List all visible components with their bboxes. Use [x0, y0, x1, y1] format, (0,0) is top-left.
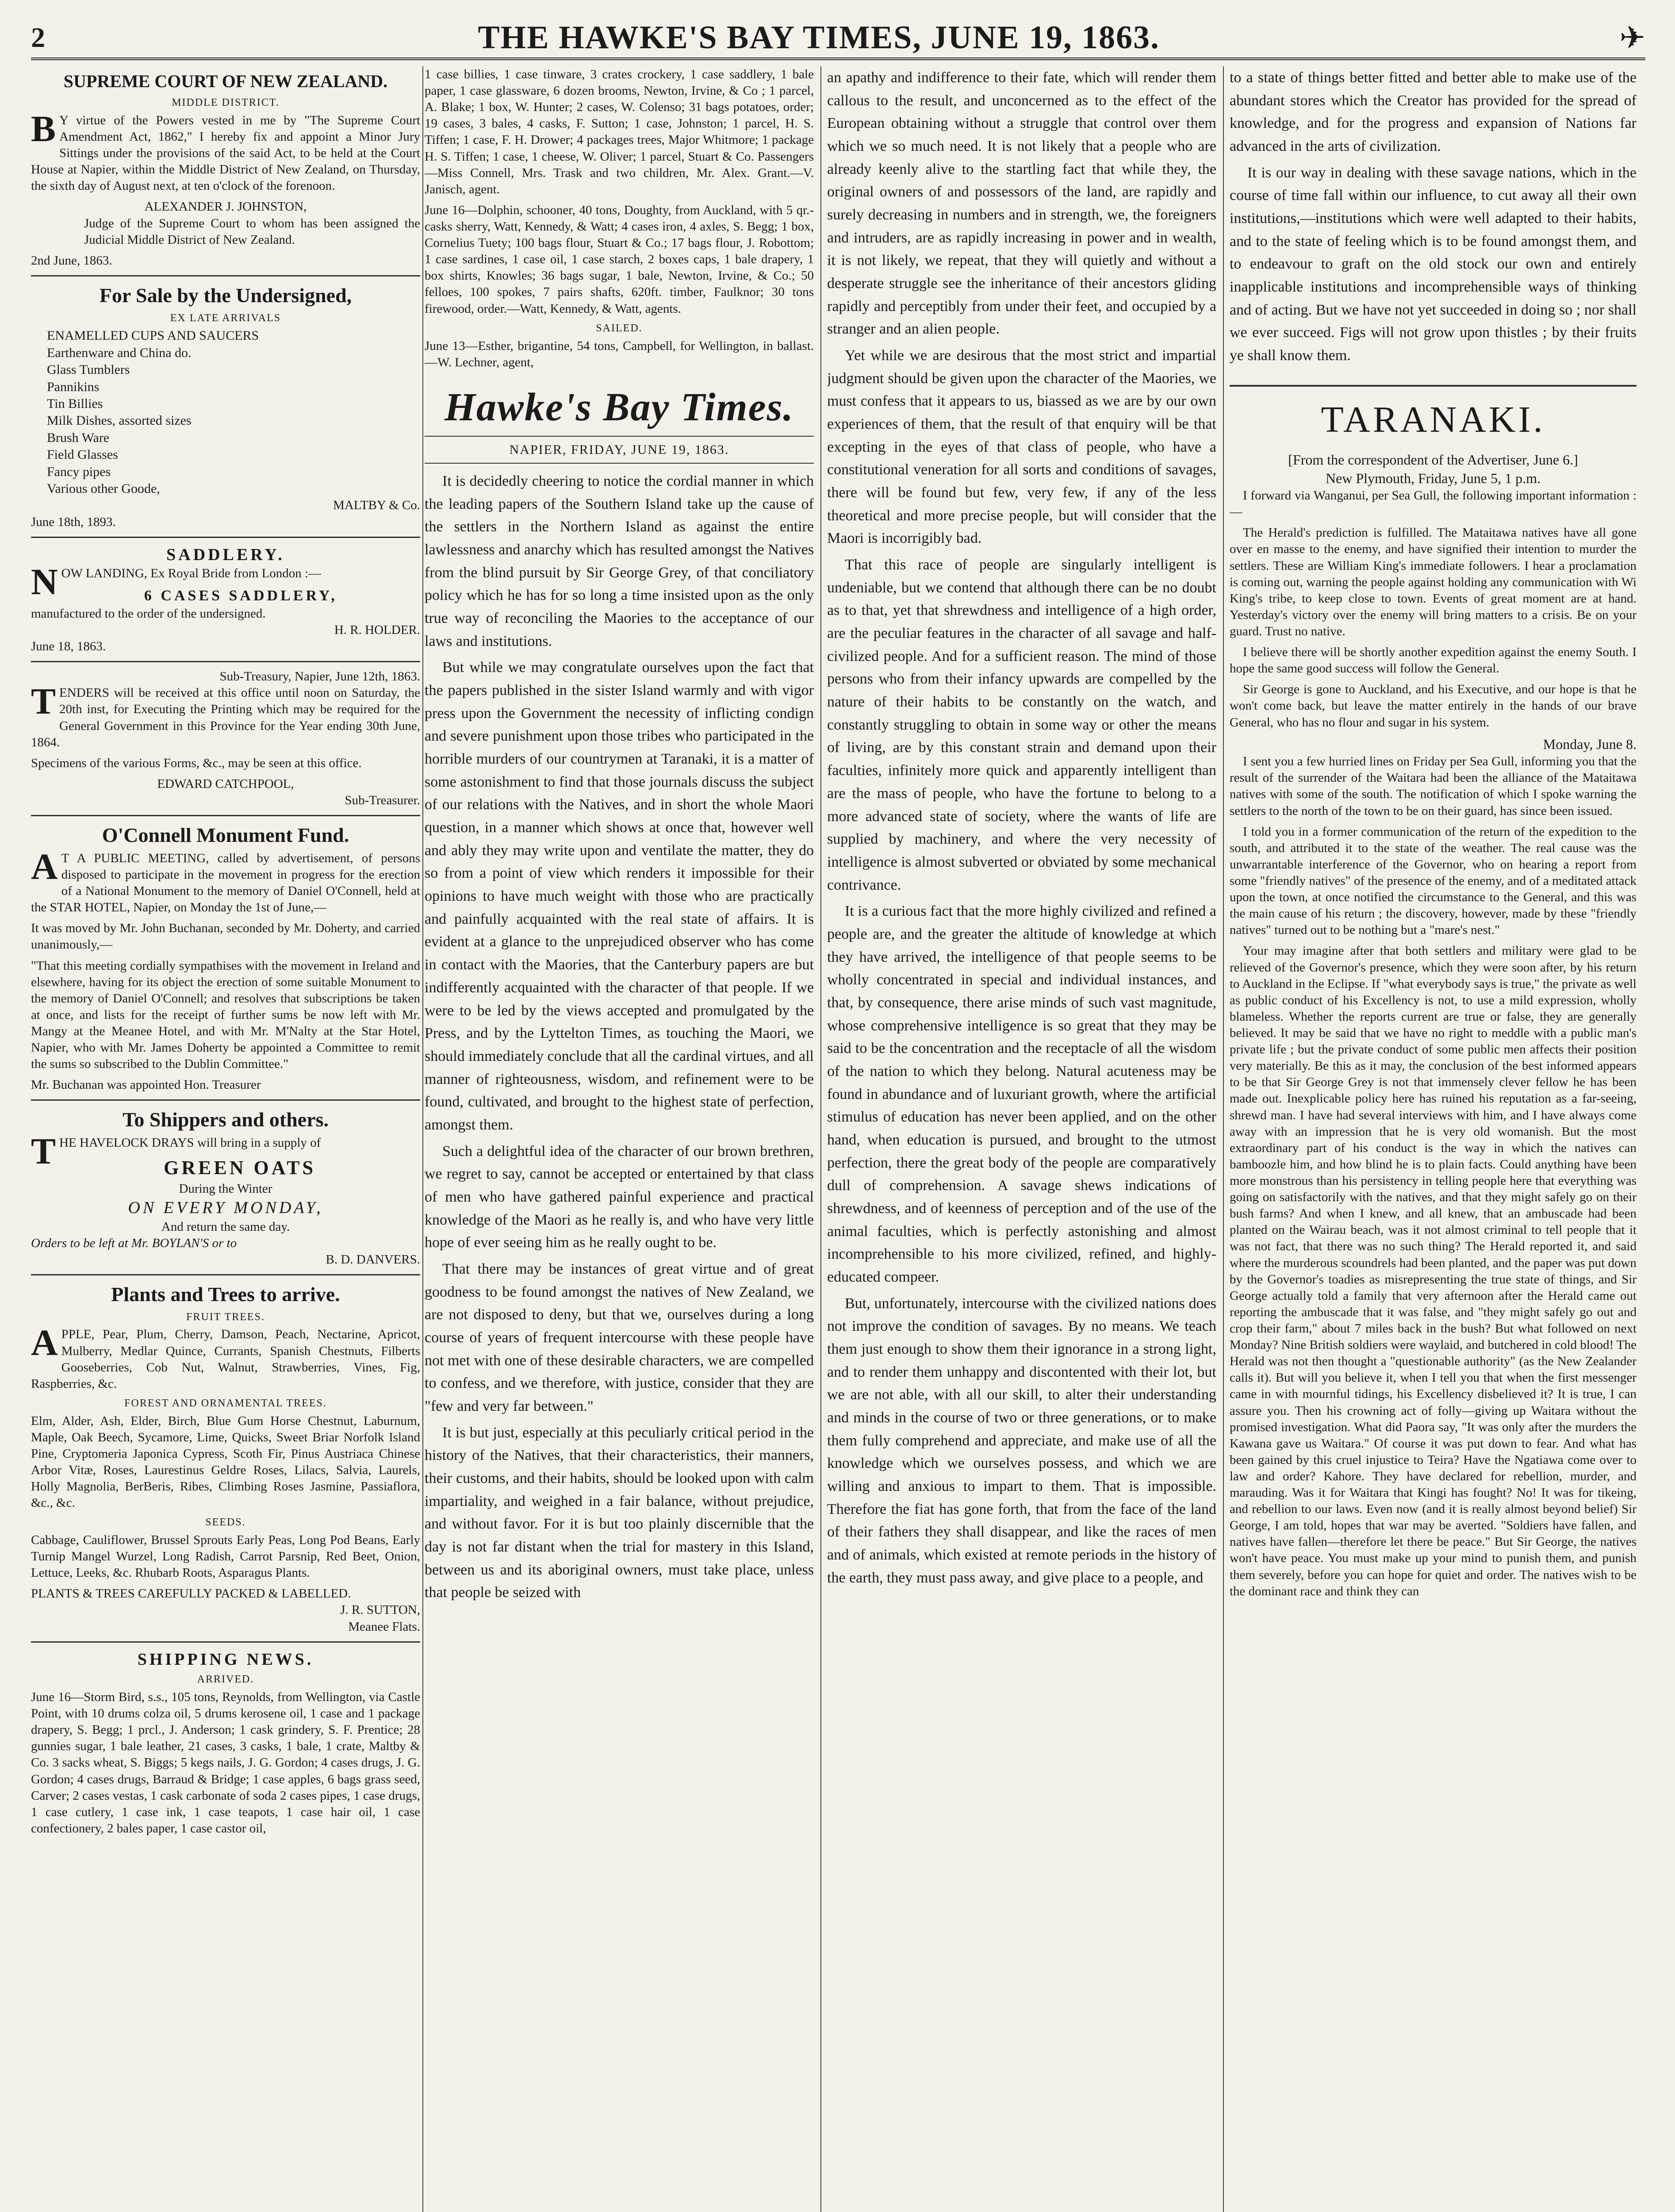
- court-notice-signature: ALEXANDER J. JOHNSTON,: [144, 200, 307, 214]
- shipping-arrived: ARRIVED.: [197, 1674, 254, 1686]
- sailed-text: June 13—Esther, brigantine, 54 tons, Campbell, for Wellington, in ballast.—W. Lechner, agent,: [425, 338, 814, 369]
- paragraph: Yet while we are desirous that the most strict and impartial judgment should be given upon the character of the Maories, we must confess that it appears to us, biassed as we are by our own experiences of them, that the result of that enquiry will be that excepting in the eyes of that class of people, who have a constitutional veneration for all sorts and conditions of savages, there will be found but few, very few, if any of the less theoretical and more precise people, but will consider that the Maori is incorrigibly bad.: [827, 347, 1216, 547]
- saddlery-title: SADDLERY.: [166, 545, 285, 564]
- sale-items: [31, 327, 420, 497]
- paragraph: I told you in a former communication of the return of the expedition to the south, and attributed it to the state of the weather. The real cause was the unwarrantable interference of the Governor, who on hearing a report from some "friendly natives" of the presence of the enemy, and of a meditated attack upon the town, at once notified the circumstance to the General, and this was the main cause of his return ; the discovery, however, made by these "friendly natives" turned out to be nothing but a "mare's nest.": [1230, 824, 1637, 937]
- dolphin-text: June 16—Dolphin, schooner, 40 tons, Doughty, from Auckland, with 5 qr.-casks sherry, Watt, Kennedy, & Watt; 4 cases iron, 4 axles, S. Begg; 1 box, Cornelius Tuety; 100 bags flour, Stuart & Co.; 17 bags flour, J. Robottom; 1 case sardines, 1 case oil, 1 case starch, 2 boxes caps, 1 bale drapery, 1 box shirts, Knowles; 36 bags sugar, 1 bale, Newton, Irvine, & Co.; 50 felloes, 100 spokes, 7 pairs shafts, 620ft. timber, Faulknor; 30 tons firewood, order.—Watt, Kennedy, & Watt, agents.: [425, 203, 814, 316]
- paragraph: I sent you a few hurried lines on Friday per Sea Gull, informing you that the result of the surrender of the Waitara had been the alliance of the Mataitawa natives with some of the south. The notification of which I spoke warning the settlers to the north of the town to be on their guard, has since been issued.: [1230, 754, 1637, 818]
- paragraph: That this race of people are singularly intelligent is undeniable, but we contend that although there can be no doubt as to that, yet that shrewdness and intelligence of a high order, are the peculiar features in the character of all savage and half-civilized people. And for a sufficient reason. The mind of those persons who from their infancy upwards are compelled by the nature of their habits to be constantly on the watch, and constantly struggling to obtain in some way or other the means of living, are by this constant strain and demand upon their faculties, infinitely more quick and apparently intelligent than are the mass of people, who have the fortune to belong to a more advanced state of society, where the wants of life are supplied by machinery, and where the very necessity of intelligence is almost subverted or obviated by some mechanical contrivance.: [827, 557, 1216, 893]
- list-item: Glass Tumblers: [47, 362, 130, 377]
- paragraph: to a state of things better fitted and better able to make use of the abundant stores which the Creator has provided for the spread of knowledge, and for the progress and expansion of Nations far advanced in the arts of civilization.: [1230, 69, 1637, 155]
- list-item: Tin Billies: [47, 396, 103, 411]
- paragraph: It is but just, especially at this peculiarly critical period in the history of the Natives, that their characteristics, their manners, their customs, and their habits, should be looked upon with calm impartiality, and weighed in a fair balance, without prejudice, and without favor. For it is but too plainly discernible that the day is not far distant when the trial for mastery in this Island, between us and its aboriginal owners, must take place, unless that people be seized with: [425, 1424, 814, 1601]
- court-notice-role: Judge of the Supreme Court to whom has been assigned the Judicial Middle District of New Zealand.: [84, 216, 420, 247]
- paragraph: But while we may congratulate ourselves upon the fact that the papers published in the sister Island warmly and with vigor press upon the Government the necessity of inflicting condign and severe punishment upon those tribes who participated in the horrible murders of our countrymen at Taranaki, it is a matter of some astonishment to find that those journals discuss the subject of our relations with the Natives, and in short the whole Maori question, in a manner which shows at once that, however well and ably they may write upon and ventilate the matter, they do so from a point of view which renders it impossible for their opinions to have much weight with those who are practically and painfully acquainted with the real state of affairs. It is evident at a glance to the unprejudiced observer who has come in contact with the Maories, that the Canterbury papers are but indifferently acquainted with the character of that people. If we were to be led by the views accepted and promulgated by the Press, and by the Lyttelton Times, as touching the Maori, we should immediately conclude that all the cardinal virtues, and all manner of righteousness, wisdom, and refinement were to be found, cultivated, and brought to the highest state of perfection, amongst them.: [425, 659, 814, 1133]
- oconnell-text-2: It was moved by Mr. John Buchanan, seconded by Mr. Doherty, and carried unanimously,—: [31, 921, 420, 952]
- paragraph: Such a delightful idea of the character of our brown brethren, we regret to say, cannot be accepted or entertained by that class of men who have gathered painful experience and practical knowledge of the Maori as he really is, and who have very little hope of ever seeing him as he really ought to be.: [425, 1143, 814, 1251]
- shipping-text: June 16—Storm Bird, s.s., 105 tons, Reynolds, from Wellington, via Castle Point, with 10 drums colza oil, 5 drums kerosene oil, 1 case and 1 package drapery, S. Begg; 1 prcl., J. Anderson; 1 cask grindery, S. F. Prentice; 28 gunnies sugar, 1 bale leather, 21 cases, 3 casks, 1 bale, 1 crate, Maltby & Co. 3 sacks wheat, S. Biggs; 5 kegs nails, J. G. Gordon; 4 cases drugs, J. G. Gordon; 4 cases drugs, Barraud & Bridge; 1 case apples, 6 bags grass seed, Carver; 2 cases vestas, 1 cask carbonate of soda 2 cases pipes, 1 case drugs, 1 case cutlery, 1 case ink, 1 case teapots, 1 case hair oil, 1 case confectionery, 2 bales paper, 1 case castor oil,: [31, 1690, 420, 1836]
- list-item: Pannikins: [47, 379, 100, 394]
- plants-place: Meanee Flats.: [348, 1619, 420, 1634]
- oconnell-text-4: Mr. Buchanan was appointed Hon. Treasurer: [31, 1078, 261, 1092]
- plants-title: Plants and Trees to arrive.: [111, 1283, 340, 1306]
- divider: [31, 661, 420, 662]
- editorial-body: [1230, 66, 1637, 367]
- treasury-text-2: Specimens of the various Forms, &c., may be seen at this office.: [31, 756, 362, 770]
- list-item: Fancy pipes: [47, 464, 111, 479]
- paragraph: It is decidedly cheering to notice the cordial manner in which the leading papers of the Southern Island take up the cause of the settlers in the Northern Island as against the entire lawlessness and anarchy which has resulted amongst the Natives from the blind pursuit by Sir George Grey, of that conciliatory policy which he has for so long a time insisted upon as the only true way of reconciling the Maories to the acceptance of our laws and institutions.: [425, 473, 814, 649]
- plants-note: PLANTS & TREES CAREFULLY PACKED & LABELLED.: [31, 1586, 351, 1601]
- divider: [31, 537, 420, 538]
- shippers-return: And return the same day.: [161, 1219, 290, 1234]
- list-item: Earthenware and China do.: [47, 345, 192, 360]
- shippers-orders: Orders to be left at Mr. BOYLAN'S or to: [31, 1236, 237, 1250]
- list-item: ENAMELLED CUPS AND SAUCERS: [47, 328, 259, 343]
- editorial-body: [425, 470, 814, 1604]
- editorial-body: [827, 66, 1216, 1589]
- sailed-heading: SAILED.: [596, 322, 643, 334]
- ornament-icon: ✈: [1619, 21, 1645, 55]
- taranaki-place: New Plymouth, Friday, June 5, 1 p.m.: [1326, 470, 1541, 486]
- list-item: Brush Ware: [47, 430, 110, 445]
- paragraph: That there may be instances of great virtue and of great goodness to be found amongst the natives of New Zealand, we are not disposed to deny, but that we, ourselves during a long course of years of frequent intercourse with these people have not met with one of these desirable characters, we are compelled to confess, and we therefore, with justice, consider that they are "few and very far between.": [425, 1260, 814, 1414]
- seeds-text: Cabbage, Cauliflower, Brussel Sprouts Early Peas, Long Pod Beans, Early Turnip Mangel Wurzel, Long Radish, Carrot Parsnip, Red Beet, Onion, Lettuce, Leeks, &c. Rhubarb Roots, Asparagus Plants.: [31, 1532, 420, 1580]
- column-rule: [1223, 66, 1224, 2212]
- monday-body: [1230, 753, 1637, 1600]
- paragraph: I believe there will be shortly another expedition against the enemy South. I hope the same good success will follow the General.: [1230, 645, 1637, 676]
- shippers-day: ON EVERY MONDAY,: [128, 1198, 323, 1217]
- shipping-title: SHIPPING NEWS.: [137, 1650, 314, 1669]
- court-notice-text: BY virtue of the Powers vested in me by "The Supreme Court Amendment Act, 1862," I hereby fix and appoint a Minor Jury Sittings under the provisions of the said Act, to be held at the Court House at Napier, within the Middle District of New Zealand, on Thursday, the sixth day of August next, at ten o'clock of the forenoon.: [31, 108, 420, 193]
- sale-subtitle: EX LATE ARRIVALS: [170, 312, 281, 324]
- shippers-signature: B. D. DANVERS.: [326, 1252, 420, 1267]
- paragraph: Your may imagine after that both settlers and military were glad to be relieved of the Governor's presence, which they were soon after, by his return to Auckland in the Eclipse. If "what everybody says is true," the private as well as public conduct of his Excellency is not, to use a mild expression, wholly blameless. Whether the reports current are true or false, they are generally believed. It may be said that we have no right to meddle with a public man's private life ; but the private conduct of some public men affects their position very materially. Be this as it may, the conclusion of the best informed appears to be that Sir George Grey is not that immensely clever fellow he has been made out. Inexplicable policy here has ruined his reputation as a far-seeing, shrewd man. I have had several interviews with him, and I have always come away with an impression that he is very old womanish. But the most extraordinary part of his conduct is the way in which the natives can bamboozle him, and how blind he is to plain facts. Could anything have been more monstrous than his persistency in telling people here that everything was going on satisfactorily with the natives, and that they might safely go on their bush farms? And when I knew, and all knew, that an ambuscade had been planted on the Wairau beach, was it not almost criminal to tell people that it was not fact, that there was no such thing? The Herald reported it, and said where the murderous scoundrels had been planted, and the paper was put down by the Governor's toadies as misrepresenting the true state of things, and Sir George actually told a family that very afternoon after the Herald came out reporting the ambuscade that it was false, and "they might safely go out and crop their farm," about 7 miles back in the bush? But what followed on next Monday? Nine British soldiers were waylaid, and butchered in cold blood! The Herald was not then thought a "questionable authority" (as the New Zealander calls it). But will you believe it, when I tell you that when the first messenger came in with mournful tidings, his Excellency disbelieved it? It is true, I can assure you. Then his crowning act of folly—giving up Waitara without the promised investigation. What did Paora say, "It was only after the murders the Kawana gave us Waitara." Of course it was put down to fear. And what has been gained by this cruel injustice to Teira? Have the Ngatiawa come over to law and order? Kahore. They have declared for rebellion, murder, and marauding. Was it for Waitara that Kingi has fought? No! It was for tikeing, and rebellion to our laws. Even now (and it is really almost beyond belief) Sir George, I am told, hopes that war may be averted. "Soldiers have fallen, and natives have fallen—therefore let there be peace." But Sir George, the natives won't have peace. You must make up your mind to punish them, and punish them severely, before you can hope for quiet and order. The natives wish to be the dominant race and think they can: [1230, 944, 1637, 1598]
- divider: [31, 1641, 420, 1643]
- paragraph: It is our way in dealing with these savage nations, which in the course of time fall within our influence, to cut away all their own institutions,—institutions which were well adapted to their habits, and to the state of feeling which is to be found amongst them, and to endeavour to graft on the old stock our own and entirely inapplicable institutions and incomprehensible ways of thinking and of acting. But we have not yet succeeded in doing so ; nor shall we ever succeed. Figs will not grow upon thistles ; by their fruits ye shall know them.: [1230, 164, 1637, 364]
- taranaki-intro: [From the correspondent of the Advertiser, June 6.]: [1288, 451, 1578, 468]
- divider: [31, 275, 420, 276]
- saddlery-date: June 18, 1863.: [31, 639, 106, 654]
- paragraph: Sir George is gone to Auckland, and his Executive, and our hope is that he won't come back, but leave the matter entirely in the hands of our brave General, who has no flour and sugar in his system.: [1230, 682, 1637, 730]
- court-notice-title: SUPREME COURT OF NEW ZEALAND.: [63, 71, 388, 91]
- cargo-text: 1 case billies, 1 case tinware, 3 crates crockery, 1 case saddlery, 1 bale paper, 1 case glassware, 6 dozen brooms, Newton, Irvine, & Co ; 1 parcel, A. Blake; 1 box, W. Hunter; 2 cases, W. Colenso; 31 bags potatoes, order; 19 cases, 3 bales, 4 casks, F. Sutton; 1 case, Johnston; 1 parcel, H. S. Tiffen; 1 case, F. H. Drower; 4 packages trees, Major Whitmore; 1 package H. S. Tiffen; 1 case, 1 cheese, W. Oliver; 1 parcel, Stuart & Co. Passengers—Miss Connell, Mrs. Trask and two children, Mr. Alex. Grant.—V. Janisch, agent.: [425, 67, 814, 196]
- list-item: Field Glasses: [47, 447, 118, 462]
- oconnell-text-3: "That this meeting cordially sympathises with the movement in Ireland and elsewhere, having for its object the erection of some suitable Monument to the memory of Daniel O'Connell; and resolves that subscriptions be taken at once, and lists for the receipt of further sums be now left with Mr. Mangy at the Meanee Hotel, and with Mr. M'Nalty at the Star Hotel, Napier, who with Mr. James Doherty be appointed a Committee to remit the sums so subscribed to the Dublin Committee.": [31, 958, 420, 1071]
- newspaper-masthead: Hawke's Bay Times.: [444, 385, 794, 430]
- list-item: Various other Goode,: [47, 481, 160, 496]
- taranaki-body: [1230, 488, 1637, 731]
- court-notice-date: 2nd June, 1863.: [31, 253, 112, 268]
- treasury-role: Sub-Treasurer.: [345, 793, 420, 807]
- oconnell-text-1: AT A PUBLIC MEETING, called by advertisement, of persons disposed to participate in the movement in progress for the erection of a National Monument to the memory of Daniel O'Connell, held at the STAR HOTEL, Napier, on Monday the 1st of June,—: [31, 846, 420, 915]
- divider: [31, 1274, 420, 1275]
- column-rule: [820, 66, 821, 2212]
- shippers-title: To Shippers and others.: [122, 1108, 329, 1131]
- paragraph: The Herald's prediction is fulfilled. The Mataitawa natives have all gone over en masse to the enemy, and have signified their intention to murder the settlers. These are William King's immediate followers. I hear a proclamation is coming out, warning the people against holding any communication with Wi King's tribe, to keep close to town. Events of great moment are at hand. Yesterday's victory over the enemy will bring matters to a crisis. Be on your guard. Trust no native.: [1230, 526, 1637, 638]
- saddlery-text: NOW LANDING, Ex Royal Bride from London :—: [31, 561, 322, 603]
- paragraph: It is a curious fact that the more highly civilized and refined a people are, and the greater the altitude of knowledge at which they have arrived, the intelligence of that people seems to be wholly concentrated in special and individual instances, and that, by consequence, there arise minds of such vast magnitude, whose comprehensive intelligence is so great that they may be said to be the concentration and the receptacle of all the wisdom of the nation to which they belong. Natural acuteness may be found in abundance and of luxuriant growth, where the artificial stimulus of education has never been applied, and on the other hand, when education is pursued, and brought to the utmost perfection, there the great body of the people are comparatively dull of comprehension. A savage shews indications of shrewdness, and of keenness of perception and of the use of the animal faculties, which is perfectly astonishing and almost incomprehensible to his more civilized, refined, and highly-educated compeer.: [827, 903, 1216, 1285]
- monday-dateline: Monday, June 8.: [1543, 736, 1637, 752]
- divider: [31, 815, 420, 816]
- column-editorial-continued: [827, 66, 1216, 2212]
- sale-signature: MALTBY & Co.: [333, 498, 420, 513]
- page-title: THE HAWKE'S BAY TIMES, JUNE 19, 1863.: [478, 19, 1160, 56]
- forest-heading: FOREST AND ORNAMENTAL TREES.: [124, 1397, 327, 1409]
- treasury-signature: EDWARD CATCHPOOL,: [157, 776, 294, 791]
- sale-title: For Sale by the Undersigned,: [99, 284, 352, 307]
- paragraph: an apathy and indifference to their fate, which will render them callous to the result, and unconcerned as to the effect of the European obtaining without a struggle that control over them which we so much need. It is not likely that a people who are already keenly alive to the startling fact that while they, the original owners of and possessors of the land, are rapidly and surely decreasing in numbers and in strength, we, the foreigners and intruders, are as rapidly increasing in power and in wealth, it is not likely, we repeat, that they will quietly and without a desperate struggle see the inheritance of their ancestors gliding rapidly and perceptibly from under their feet, and occupied by a stranger and an alien people.: [827, 69, 1216, 338]
- fruit-text: APPLE, Pear, Plum, Cherry, Damson, Peach, Nectarine, Apricot, Mulberry, Medlar Quince, Currants, Spanish Chestnuts, Filberts Gooseberries, Cob Nut, Walnut, Strawberries, Vines, Fig, Raspberries, &c.: [31, 1322, 420, 1391]
- divider: [31, 1099, 420, 1101]
- page-header: [31, 18, 1645, 60]
- saddlery-text-2: manufactured to the order of the undersigned.: [31, 606, 266, 621]
- seeds-heading: SEEDS.: [205, 1517, 246, 1528]
- shippers-green-oats: GREEN OATS: [164, 1157, 316, 1179]
- page-number: 2: [31, 22, 45, 53]
- saddlery-signature: H. R. HOLDER.: [334, 622, 420, 637]
- sale-date: June 18th, 1893.: [31, 515, 116, 529]
- plants-signature: J. R. SUTTON,: [340, 1603, 420, 1617]
- saddlery-cases: 6 CASES SADDLERY,: [144, 588, 337, 604]
- treasury-text: TENDERS will be received at this office until noon on Saturday, the 20th inst, for Executing the Printing which may be required for the General Government in this Province for the Year ending 30th June, 1864.: [31, 681, 420, 749]
- treasury-place: Sub-Treasury, Napier, June 12th, 1863.: [219, 669, 420, 684]
- column-advertisements: [31, 66, 420, 2212]
- shippers-during: During the Winter: [179, 1181, 272, 1196]
- paragraph: I forward via Wanganui, per Sea Gull, the following important information :—: [1230, 488, 1637, 519]
- fruit-heading: FRUIT TREES.: [186, 1311, 265, 1323]
- court-notice-district: MIDDLE DISTRICT.: [172, 97, 280, 109]
- column-rule: [422, 66, 423, 2212]
- forest-text: Elm, Alder, Ash, Elder, Birch, Blue Gum Horse Chestnut, Laburnum, Maple, Oak Beech, Sycamore, Lime, Quicks, Sweet Briar Norfolk Island Pine, Cryptomeria Japonica Cypress, Scoth Fir, Pinus Austriaca Chinese Arbor Vitæ, Roses, Laurestinus Geldre Roses, Lilacs, Salvia, Laurels, Holly Magnolia, BerBeris, Ribes, Climbing Roses Jasmine, Passiaflora, &c., &c.: [31, 1413, 420, 1510]
- paragraph: But, unfortunately, intercourse with the civilized nations does not improve the condition of savages. By no means. We teach them just enough to show them their ignorance in a strong light, and to render them unhappy and discontented with their lot, but we are not able, with all our skill, to alter their understanding and minds in the course of two or three generations, or to make them fully comprehend and appreciate, and make use of all the knowledge which we ourselves possess, and which we are willing and anxious to impart to them. That is impossible. Therefore the fiat has gone forth, that from the face of the land of their fathers they shall disappear, and like the races of men and of animals, which existed at remote periods in the history of the earth, they must pass away, and give place to a people, and: [827, 1295, 1216, 1586]
- oconnell-title: O'Connell Monument Fund.: [102, 824, 349, 847]
- taranaki-title: TARANAKI.: [1230, 385, 1637, 444]
- list-item: Milk Dishes, assorted sizes: [47, 413, 192, 428]
- column-shipping-editorial: [425, 66, 814, 2212]
- shippers-text: THE HAVELOCK DRAYS will bring in a supply of: [31, 1131, 321, 1172]
- editorial-dateline: NAPIER, FRIDAY, JUNE 19, 1863.: [425, 436, 814, 464]
- column-taranaki: [1230, 66, 1637, 2212]
